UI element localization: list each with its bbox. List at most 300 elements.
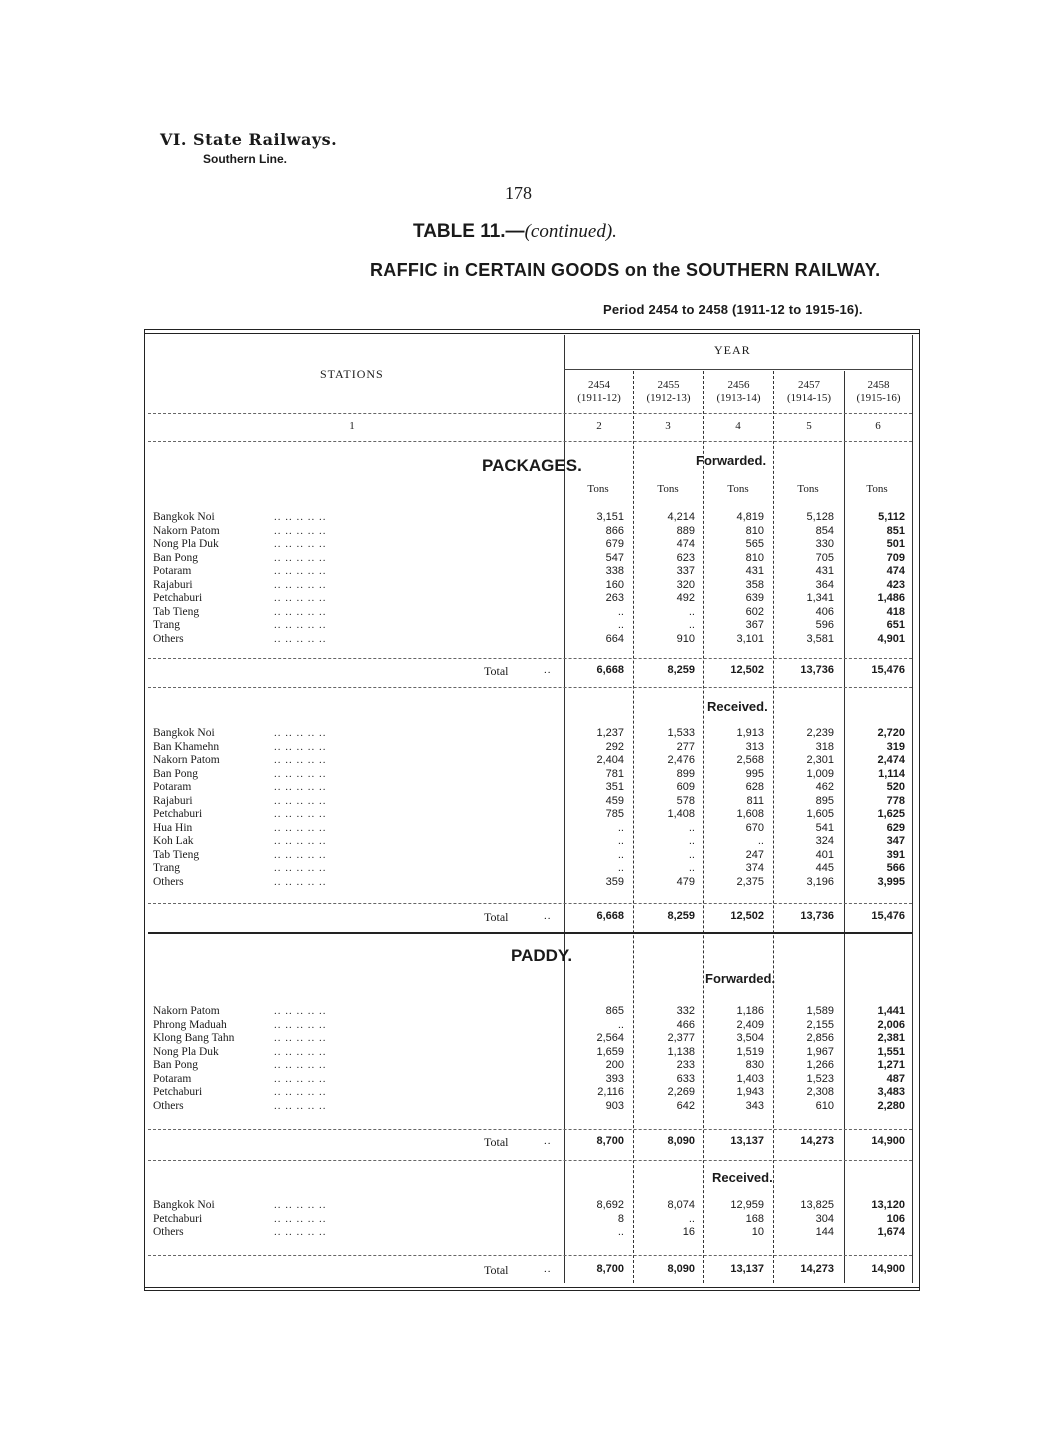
station-name: Nong Pla Duk (153, 538, 219, 550)
table-row (144, 862, 920, 876)
total-cell: 13,736 (800, 910, 834, 922)
column-number: 1 (349, 420, 355, 432)
tonnage-cell: 431 (815, 565, 834, 577)
tonnage-cell: 1,408 (667, 808, 695, 820)
station-name: Petchaburi (153, 1086, 203, 1098)
tonnage-cell: .. (688, 835, 695, 847)
tonnage-cell: 889 (676, 524, 695, 537)
tonnage-cell: 401 (815, 848, 834, 861)
tonnage-cell: 3,151 (596, 511, 624, 523)
leader-dots: .. .. .. .. .. (274, 524, 327, 537)
tonnage-cell: 2,720 (877, 727, 905, 739)
table-row (144, 633, 920, 647)
tonnage-cell: 910 (676, 632, 695, 645)
table-row (144, 619, 920, 633)
tonnage-cell: .. (688, 848, 695, 861)
tonnage-cell: 995 (745, 767, 764, 780)
station-name: Ban Pong (153, 551, 199, 564)
tonnage-cell: 628 (745, 781, 764, 793)
station-name: Nakorn Patom (153, 524, 220, 537)
tonnage-cell: .. (688, 862, 695, 874)
column-number: 4 (735, 420, 741, 432)
tonnage-cell: 374 (745, 862, 764, 874)
tonnage-cell: 566 (886, 862, 905, 874)
tonnage-cell: 462 (815, 781, 834, 793)
tonnage-cell: 347 (886, 835, 905, 847)
tonnage-cell: 1,913 (736, 727, 764, 739)
tonnage-cell: 4,214 (667, 511, 695, 523)
paddy-forwarded-rows (144, 1005, 920, 1113)
station-name: Klong Bang Tahn (153, 1032, 235, 1044)
leader-dots: .. .. .. .. .. (274, 565, 327, 577)
tonnage-cell: 642 (676, 1099, 695, 1112)
tonnage-cell: 479 (676, 875, 695, 888)
total-label: Total (484, 1135, 509, 1149)
tonnage-cell: 633 (676, 1072, 695, 1085)
station-name: Others (153, 1226, 184, 1238)
tonnage-cell: 1,608 (736, 808, 764, 820)
station-name: Nakorn Patom (153, 754, 220, 766)
tonnage-cell: 610 (815, 1099, 834, 1112)
forwarded-heading: Forwarded. (705, 971, 776, 986)
tonnage-cell: 106 (886, 1212, 905, 1225)
tonnage-cell: 670 (745, 821, 764, 834)
leader-dots: .. .. .. .. .. (274, 862, 327, 874)
year-header-rule (564, 369, 912, 370)
tonnage-cell: 1,341 (806, 592, 834, 604)
tonnage-cell: 466 (676, 1018, 695, 1031)
tonnage-cell: 1,533 (667, 727, 695, 739)
total-cell: 8,090 (667, 1263, 695, 1275)
table-row (144, 876, 920, 890)
tonnage-cell: 602 (745, 605, 764, 618)
tonnage-cell: 391 (886, 848, 905, 861)
total-cell: 14,273 (800, 1135, 834, 1147)
leader-dots: .. .. .. .. .. (274, 619, 327, 631)
tonnage-cell: 418 (886, 605, 905, 618)
tonnage-cell: 1,659 (596, 1045, 624, 1058)
tonnage-cell: 487 (886, 1072, 905, 1085)
table-row (144, 1100, 920, 1114)
unit-label: Tons (797, 483, 819, 495)
year-heading: 2458 (1915-16) (856, 379, 901, 404)
tonnage-cell: 8 (617, 1212, 624, 1225)
table-number (413, 221, 617, 243)
tonnage-cell: 4,901 (877, 632, 905, 645)
table-row (144, 1213, 920, 1227)
tonnage-cell: 709 (886, 551, 905, 564)
tonnage-cell: 492 (676, 592, 695, 604)
table-row (144, 808, 920, 822)
tonnage-cell: 541 (815, 821, 834, 834)
tonnage-cell: 810 (745, 524, 764, 537)
tonnage-cell: 431 (745, 565, 764, 577)
total-row (144, 910, 920, 926)
tonnage-cell: 854 (815, 524, 834, 537)
tonnage-cell: 520 (886, 781, 905, 793)
unit-label: Tons (866, 483, 888, 495)
tonnage-cell: .. (688, 605, 695, 618)
tonnage-cell: 351 (605, 781, 624, 793)
tonnage-cell: 4,819 (736, 511, 764, 523)
tonnage-cell: 781 (605, 767, 624, 780)
received-heading: Received. (712, 1170, 773, 1185)
tonnage-cell: 851 (886, 524, 905, 537)
tonnage-cell: .. (617, 821, 624, 834)
tonnage-cell: 3,101 (736, 632, 764, 645)
tonnage-cell: 474 (676, 538, 695, 550)
tonnage-cell: 3,581 (806, 632, 834, 645)
leader-dots: .. (544, 910, 552, 922)
packages-received-rows (144, 727, 920, 889)
leader-dots: .. .. .. .. .. (274, 1099, 327, 1112)
leader-dots: .. .. .. .. .. (274, 551, 327, 564)
tonnage-cell: 304 (815, 1212, 834, 1225)
table-row (144, 525, 920, 539)
period-label: Period 2454 to 2458 (1911-12 to 1915-16). (603, 302, 863, 317)
station-name: Trang (153, 862, 181, 874)
packages-heading: PACKAGES. (482, 456, 582, 475)
header-rule (148, 413, 912, 414)
tonnage-cell: 1,674 (877, 1226, 905, 1238)
tonnage-cell: 2,155 (806, 1018, 834, 1031)
tonnage-cell: 3,483 (877, 1086, 905, 1098)
total-cell: 15,476 (871, 910, 905, 922)
station-name: Phrong Maduah (153, 1018, 227, 1031)
tonnage-cell: 1,486 (877, 592, 905, 604)
tonnage-cell: 865 (605, 1005, 624, 1017)
station-name: Tab Tieng (153, 605, 200, 618)
tonnage-cell: 332 (676, 1005, 695, 1017)
total-label: Total (484, 910, 509, 924)
total-cell: 8,700 (596, 1263, 624, 1275)
tonnage-cell: 651 (886, 619, 905, 631)
tonnage-cell: 501 (886, 538, 905, 550)
total-cell: 6,668 (596, 664, 624, 676)
leader-dots: .. .. .. .. .. (274, 1199, 327, 1211)
tonnage-cell: 2,409 (736, 1018, 764, 1031)
leader-dots: .. (544, 664, 552, 676)
station-name: Bangkok Noi (153, 511, 215, 523)
leader-dots: .. (544, 1263, 552, 1275)
station-name: Potaram (153, 781, 192, 793)
leader-dots: .. .. .. .. .. (274, 1005, 327, 1017)
tonnage-cell: 1,967 (806, 1045, 834, 1058)
table-row (144, 795, 920, 809)
tonnage-cell: .. (617, 619, 624, 631)
tonnage-cell: 903 (605, 1099, 624, 1112)
table-row (144, 1199, 920, 1213)
tonnage-cell: 10 (751, 1226, 764, 1238)
tonnage-cell: 319 (886, 740, 905, 753)
table-frame-inner-bottom (144, 1287, 920, 1288)
leader-dots: .. .. .. .. .. (274, 1212, 327, 1225)
tonnage-cell: 3,504 (736, 1032, 764, 1044)
tonnage-cell: 810 (745, 551, 764, 564)
station-name: Nong Pla Duk (153, 1045, 219, 1058)
stations-header: STATIONS (320, 367, 384, 381)
tonnage-cell: 2,006 (877, 1018, 905, 1031)
total-cell: 8,090 (667, 1135, 695, 1147)
total-row (144, 664, 920, 680)
tonnage-cell: 338 (605, 565, 624, 577)
tonnage-cell: 367 (745, 619, 764, 631)
table-row (144, 781, 920, 795)
total-cell: 13,137 (730, 1135, 764, 1147)
total-row (144, 1135, 920, 1151)
tonnage-cell: 895 (815, 794, 834, 807)
header-rule (148, 441, 912, 442)
tonnage-cell: 785 (605, 808, 624, 820)
tonnage-cell: .. (617, 605, 624, 618)
column-number: 2 (596, 420, 602, 432)
tonnage-cell: 2,568 (736, 754, 764, 766)
tonnage-cell: 2,564 (596, 1032, 624, 1044)
table-row (144, 1073, 920, 1087)
leader-dots: .. .. .. .. .. (274, 781, 327, 793)
tonnage-cell: 1,271 (877, 1059, 905, 1071)
total-cell: 14,900 (871, 1135, 905, 1147)
tonnage-cell: 364 (815, 578, 834, 591)
leader-dots: .. .. .. .. .. (274, 1018, 327, 1031)
station-name: Trang (153, 619, 181, 631)
tonnage-cell: 1,403 (736, 1072, 764, 1085)
year-heading: 2456 (1913-14) (716, 379, 761, 404)
tonnage-cell: 1,237 (596, 727, 624, 739)
tonnage-cell: 406 (815, 605, 834, 618)
section-title: VI. State Railways. (160, 130, 338, 149)
leader-dots: .. .. .. .. .. (274, 592, 327, 604)
station-name: Bangkok Noi (153, 727, 215, 739)
year-heading: 2454 (1911-12) (577, 379, 621, 404)
table-row (144, 1059, 920, 1073)
table-row (144, 835, 920, 849)
tonnage-cell: 459 (605, 794, 624, 807)
tonnage-cell: 1,266 (806, 1059, 834, 1071)
tonnage-cell: 2,856 (806, 1032, 834, 1044)
tonnage-cell: 474 (886, 565, 905, 577)
table-row (144, 741, 920, 755)
tonnage-cell: 8,074 (667, 1199, 695, 1211)
tonnage-cell: 324 (815, 835, 834, 847)
total-cell: 13,736 (800, 664, 834, 676)
tonnage-cell: 866 (605, 524, 624, 537)
leader-dots: .. .. .. .. .. (274, 1045, 327, 1058)
leader-dots: .. .. .. .. .. (274, 511, 327, 523)
table-row (144, 754, 920, 768)
tonnage-cell: 578 (676, 794, 695, 807)
tonnage-cell: 16 (682, 1226, 695, 1238)
tonnage-cell: 2,474 (877, 754, 905, 766)
station-name: Ban Khamehn (153, 740, 220, 753)
table-row (144, 768, 920, 782)
total-cell: 8,259 (667, 664, 695, 676)
tonnage-cell: 13,120 (871, 1199, 905, 1211)
total-cell: 15,476 (871, 664, 905, 676)
table-title: RAFFIC in CERTAIN GOODS on the SOUTHERN RAILWAY. (370, 260, 881, 280)
tonnage-cell: .. (617, 1226, 624, 1238)
station-name: Others (153, 875, 184, 888)
tonnage-cell: 679 (605, 538, 624, 550)
station-name: Bangkok Noi (153, 1199, 215, 1211)
total-rule (148, 1160, 912, 1161)
leader-dots: .. .. .. .. .. (274, 1032, 327, 1044)
tonnage-cell: 144 (815, 1226, 834, 1238)
leader-dots: .. (544, 1135, 552, 1147)
tonnage-cell: 1,519 (736, 1045, 764, 1058)
table-frame-inner-top (144, 333, 920, 334)
table-number-label: TABLE 11.— (413, 221, 525, 242)
year-heading: 2457 (1914-15) (787, 379, 831, 404)
tonnage-cell: 565 (745, 538, 764, 550)
tonnage-cell: 2,375 (736, 875, 764, 888)
tonnage-cell: 13,825 (800, 1199, 834, 1211)
tonnage-cell: 2,308 (806, 1086, 834, 1098)
leader-dots: .. .. .. .. .. (274, 605, 327, 618)
tonnage-cell: 330 (815, 538, 834, 550)
total-row (144, 1263, 920, 1279)
column-number: 6 (875, 420, 881, 432)
tonnage-cell: 3,196 (806, 875, 834, 888)
tonnage-cell: .. (617, 848, 624, 861)
paddy-received-rows (144, 1199, 920, 1240)
leader-dots: .. .. .. .. .. (274, 794, 327, 807)
total-label: Total (484, 1263, 509, 1277)
tonnage-cell: 830 (745, 1059, 764, 1071)
leader-dots: .. .. .. .. .. (274, 1086, 327, 1098)
traffic-table (144, 329, 920, 1291)
tonnage-cell: .. (688, 619, 695, 631)
tonnage-cell: 1,589 (806, 1005, 834, 1017)
tonnage-cell: 423 (886, 578, 905, 591)
tonnage-cell: 5,128 (806, 511, 834, 523)
tonnage-cell: 639 (745, 592, 764, 604)
unit-label: Tons (727, 483, 749, 495)
tonnage-cell: 1,625 (877, 808, 905, 820)
tonnage-cell: 359 (605, 875, 624, 888)
table-row (144, 727, 920, 741)
table-row (144, 1005, 920, 1019)
total-rule (148, 658, 912, 659)
total-cell: 13,137 (730, 1263, 764, 1275)
leader-dots: .. .. .. .. .. (274, 1226, 327, 1238)
total-cell: 8,700 (596, 1135, 624, 1147)
total-cell: 12,502 (730, 664, 764, 676)
table-row (144, 565, 920, 579)
tonnage-cell: 623 (676, 551, 695, 564)
station-name: Petchaburi (153, 592, 203, 604)
table-row (144, 511, 920, 525)
tonnage-cell: 12,959 (730, 1199, 764, 1211)
tonnage-cell: 2,269 (667, 1086, 695, 1098)
tonnage-cell: 1,138 (667, 1045, 695, 1058)
leader-dots: .. .. .. .. .. (274, 754, 327, 766)
leader-dots: .. .. .. .. .. (274, 1059, 327, 1071)
station-name: Others (153, 1099, 184, 1112)
station-name: Potaram (153, 565, 192, 577)
tonnage-cell: 313 (745, 740, 764, 753)
station-name: Others (153, 632, 184, 645)
table-row (144, 592, 920, 606)
tonnage-cell: 3,995 (877, 875, 905, 888)
unit-label: Tons (657, 483, 679, 495)
tonnage-cell: 899 (676, 767, 695, 780)
leader-dots: .. .. .. .. .. (274, 821, 327, 834)
tonnage-cell: 168 (745, 1212, 764, 1225)
tonnage-cell: 547 (605, 551, 624, 564)
tonnage-cell: 705 (815, 551, 834, 564)
station-name: Petchaburi (153, 808, 203, 820)
station-name: Rajaburi (153, 794, 193, 807)
tonnage-cell: 2,301 (806, 754, 834, 766)
tonnage-cell: 343 (745, 1099, 764, 1112)
tonnage-cell: 2,280 (877, 1099, 905, 1112)
tonnage-cell: 320 (676, 578, 695, 591)
leader-dots: .. .. .. .. .. (274, 1072, 327, 1085)
tonnage-cell: 337 (676, 565, 695, 577)
tonnage-cell: 1,943 (736, 1086, 764, 1098)
total-rule (148, 1255, 912, 1256)
tonnage-cell: 2,377 (667, 1032, 695, 1044)
tonnage-cell: 2,381 (877, 1032, 905, 1044)
station-name: Potaram (153, 1072, 192, 1085)
leader-dots: .. .. .. .. .. (274, 767, 327, 780)
tonnage-cell: 2,476 (667, 754, 695, 766)
table-row (144, 579, 920, 593)
station-name: Ban Pong (153, 767, 199, 780)
section-subtitle: Southern Line. (203, 152, 287, 166)
tonnage-cell: 233 (676, 1059, 695, 1071)
tonnage-cell: 1,551 (877, 1045, 905, 1058)
tonnage-cell: 393 (605, 1072, 624, 1085)
year-header: YEAR (714, 343, 751, 357)
station-name: Petchaburi (153, 1212, 203, 1225)
table-row (144, 606, 920, 620)
tonnage-cell: 2,116 (597, 1086, 624, 1098)
tonnage-cell: 263 (605, 592, 624, 604)
leader-dots: .. .. .. .. .. (274, 848, 327, 861)
table-continued: (continued). (524, 221, 617, 242)
station-name: Hua Hin (153, 821, 193, 834)
leader-dots: .. .. .. .. .. (274, 632, 327, 645)
tonnage-cell: 247 (745, 848, 764, 861)
station-name: Koh Lak (153, 835, 194, 847)
table-row (144, 538, 920, 552)
tonnage-cell: 629 (886, 821, 905, 834)
total-cell: 12,502 (730, 910, 764, 922)
table-row (144, 849, 920, 863)
paddy-heading: PADDY. (511, 946, 573, 965)
tonnage-cell: .. (688, 821, 695, 834)
table-row (144, 822, 920, 836)
tonnage-cell: 664 (605, 632, 624, 645)
leader-dots: .. .. .. .. .. (274, 578, 327, 591)
station-name: Rajaburi (153, 578, 193, 591)
tonnage-cell: 445 (815, 862, 834, 874)
tonnage-cell: 5,112 (878, 511, 905, 523)
column-number: 3 (665, 420, 671, 432)
total-rule (148, 1129, 912, 1130)
tonnage-cell: 1,605 (806, 808, 834, 820)
leader-dots: .. .. .. .. .. (274, 875, 327, 888)
station-name: Ban Pong (153, 1059, 199, 1071)
total-cell: 14,900 (871, 1263, 905, 1275)
tonnage-cell: 277 (676, 740, 695, 753)
tonnage-cell: 358 (745, 578, 764, 591)
column-number: 5 (806, 420, 812, 432)
table-row (144, 1046, 920, 1060)
tonnage-cell: 1,009 (806, 767, 834, 780)
